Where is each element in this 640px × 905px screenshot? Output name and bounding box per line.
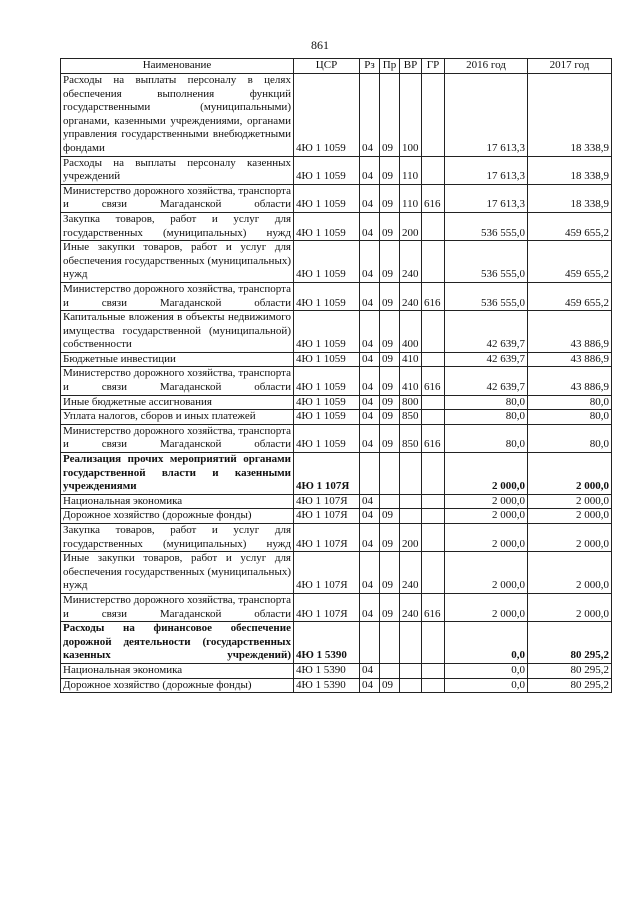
row-amount-2017: 2 000,0 [528, 453, 612, 495]
row-amount-2016: 42 639,7 [445, 311, 528, 353]
row-amount-2016: 536 555,0 [445, 241, 528, 283]
row-csr: 4Ю 1 1059 [294, 367, 360, 395]
row-vr: 200 [400, 524, 422, 552]
table-row [61, 509, 612, 524]
budget-table [60, 58, 612, 693]
row-gr [422, 311, 445, 353]
row-vr: 240 [400, 241, 422, 283]
row-rz: 04 [360, 524, 380, 552]
row-csr: 4Ю 1 1059 [294, 410, 360, 425]
row-pr: 09 [380, 395, 400, 410]
table-row [61, 663, 612, 678]
row-gr [422, 241, 445, 283]
row-csr: 4Ю 1 1059 [294, 184, 360, 212]
row-name: Министерство дорожного хозяйства, транспорта и связи Магаданской области [61, 282, 294, 310]
row-csr: 4Ю 1 107Я [294, 593, 360, 621]
row-amount-2017: 43 886,9 [528, 367, 612, 395]
row-csr: 4Ю 1 1059 [294, 241, 360, 283]
row-amount-2016: 2 000,0 [445, 453, 528, 495]
row-amount-2016: 2 000,0 [445, 509, 528, 524]
row-name: Национальная экономика [61, 494, 294, 509]
row-name: Дорожное хозяйство (дорожные фонды) [61, 509, 294, 524]
row-amount-2017: 80 295,2 [528, 663, 612, 678]
row-amount-2016: 2 000,0 [445, 552, 528, 594]
row-name: Реализация прочих мероприятий органами государственной власти и казенными учреждениями [61, 453, 294, 495]
table-row [61, 524, 612, 552]
column-header-vr: ВР [400, 59, 422, 74]
page-number: 861 [311, 38, 329, 52]
table-row [61, 410, 612, 425]
row-pr [380, 453, 400, 495]
table-row [61, 184, 612, 212]
row-rz: 04 [360, 663, 380, 678]
table-row [61, 678, 612, 693]
row-vr: 410 [400, 367, 422, 395]
row-pr: 09 [380, 509, 400, 524]
row-vr: 200 [400, 212, 422, 240]
row-amount-2017: 80 295,2 [528, 622, 612, 664]
column-header-2017: 2017 год [528, 59, 612, 74]
row-csr: 4Ю 1 5390 [294, 622, 360, 664]
row-rz: 04 [360, 678, 380, 693]
row-pr [380, 494, 400, 509]
row-amount-2017: 2 000,0 [528, 509, 612, 524]
row-rz [360, 453, 380, 495]
table-row [61, 552, 612, 594]
table-row [61, 494, 612, 509]
table-row [61, 156, 612, 184]
row-csr: 4Ю 1 1059 [294, 395, 360, 410]
table-row [61, 622, 612, 664]
column-header-2016: 2016 год [445, 59, 528, 74]
table-header-row [61, 59, 612, 74]
column-header-csr: ЦСР [294, 59, 360, 74]
row-vr: 240 [400, 282, 422, 310]
row-pr: 09 [380, 524, 400, 552]
row-name: Расходы на финансовое обеспечение дорожной деятельности (государственных казенных учреждений) [61, 622, 294, 664]
row-amount-2016: 536 555,0 [445, 282, 528, 310]
row-rz: 04 [360, 395, 380, 410]
row-gr: 616 [422, 282, 445, 310]
row-gr [422, 678, 445, 693]
row-amount-2017: 80 295,2 [528, 678, 612, 693]
row-rz: 04 [360, 552, 380, 594]
row-vr: 850 [400, 410, 422, 425]
row-vr: 400 [400, 311, 422, 353]
row-vr [400, 678, 422, 693]
row-csr: 4Ю 1 1059 [294, 424, 360, 452]
row-name: Расходы на выплаты персоналу казенных учреждений [61, 156, 294, 184]
row-name: Капитальные вложения в объекты недвижимого имущества государственной (муниципальной) собственности [61, 311, 294, 353]
row-pr: 09 [380, 352, 400, 367]
row-name: Закупка товаров, работ и услуг для государственных (муниципальных) нужд [61, 524, 294, 552]
table-row [61, 241, 612, 283]
row-vr [400, 622, 422, 664]
table-row [61, 311, 612, 353]
row-pr: 09 [380, 678, 400, 693]
row-gr [422, 352, 445, 367]
row-amount-2017: 43 886,9 [528, 352, 612, 367]
row-gr [422, 509, 445, 524]
row-vr [400, 509, 422, 524]
row-amount-2017: 80,0 [528, 424, 612, 452]
row-pr: 09 [380, 212, 400, 240]
table-row [61, 424, 612, 452]
row-gr [422, 663, 445, 678]
row-pr: 09 [380, 74, 400, 157]
row-name: Министерство дорожного хозяйства, транспорта и связи Магаданской области [61, 424, 294, 452]
row-name: Министерство дорожного хозяйства, транспорта и связи Магаданской области [61, 593, 294, 621]
row-rz: 04 [360, 410, 380, 425]
row-pr [380, 622, 400, 664]
row-amount-2017: 18 338,9 [528, 156, 612, 184]
table-row [61, 395, 612, 410]
row-csr: 4Ю 1 107Я [294, 509, 360, 524]
row-amount-2017: 2 000,0 [528, 552, 612, 594]
row-amount-2016: 17 613,3 [445, 184, 528, 212]
table-row [61, 352, 612, 367]
row-gr: 616 [422, 367, 445, 395]
row-vr [400, 663, 422, 678]
row-amount-2016: 0,0 [445, 678, 528, 693]
row-pr: 09 [380, 410, 400, 425]
column-header-rz: Рз [360, 59, 380, 74]
row-csr: 4Ю 1 1059 [294, 352, 360, 367]
row-name: Уплата налогов, сборов и иных платежей [61, 410, 294, 425]
row-pr: 09 [380, 241, 400, 283]
row-amount-2017: 459 655,2 [528, 282, 612, 310]
row-pr: 09 [380, 156, 400, 184]
row-amount-2017: 459 655,2 [528, 212, 612, 240]
row-pr: 09 [380, 282, 400, 310]
column-header-pr: Пр [380, 59, 400, 74]
row-csr: 4Ю 1 1059 [294, 74, 360, 157]
row-rz: 04 [360, 212, 380, 240]
row-amount-2016: 17 613,3 [445, 156, 528, 184]
row-amount-2017: 80,0 [528, 410, 612, 425]
row-name: Дорожное хозяйство (дорожные фонды) [61, 678, 294, 693]
row-gr [422, 395, 445, 410]
row-amount-2016: 0,0 [445, 663, 528, 678]
row-vr: 110 [400, 156, 422, 184]
row-csr: 4Ю 1 107Я [294, 552, 360, 594]
row-name: Национальная экономика [61, 663, 294, 678]
row-rz: 04 [360, 424, 380, 452]
row-rz: 04 [360, 367, 380, 395]
row-pr: 09 [380, 552, 400, 594]
row-pr: 09 [380, 311, 400, 353]
row-vr [400, 453, 422, 495]
row-amount-2016: 42 639,7 [445, 367, 528, 395]
row-gr [422, 74, 445, 157]
row-name: Министерство дорожного хозяйства, транспорта и связи Магаданской области [61, 184, 294, 212]
table-row [61, 212, 612, 240]
row-amount-2017: 2 000,0 [528, 593, 612, 621]
row-name: Расходы на выплаты персоналу в целях обеспечения выполнения функций государственными (муниципальными) органами, казенными учреждениями, органами управления государственными внебюджетными фондами [61, 74, 294, 157]
row-rz [360, 622, 380, 664]
table-row [61, 367, 612, 395]
table-body [61, 74, 612, 693]
row-name: Закупка товаров, работ и услуг для государственных (муниципальных) нужд [61, 212, 294, 240]
row-gr [422, 212, 445, 240]
row-rz: 04 [360, 74, 380, 157]
row-pr: 09 [380, 184, 400, 212]
row-vr: 110 [400, 184, 422, 212]
row-vr [400, 494, 422, 509]
row-gr [422, 622, 445, 664]
row-csr: 4Ю 1 1059 [294, 212, 360, 240]
row-amount-2017: 18 338,9 [528, 184, 612, 212]
row-amount-2016: 42 639,7 [445, 352, 528, 367]
row-gr [422, 410, 445, 425]
row-gr [422, 494, 445, 509]
row-amount-2016: 2 000,0 [445, 524, 528, 552]
row-amount-2016: 2 000,0 [445, 593, 528, 621]
row-amount-2016: 80,0 [445, 424, 528, 452]
row-rz: 04 [360, 352, 380, 367]
row-gr [422, 156, 445, 184]
row-amount-2017: 2 000,0 [528, 524, 612, 552]
row-gr [422, 453, 445, 495]
row-rz: 04 [360, 509, 380, 524]
row-rz: 04 [360, 282, 380, 310]
table-row [61, 453, 612, 495]
row-csr: 4Ю 1 5390 [294, 678, 360, 693]
row-gr [422, 552, 445, 594]
table-row [61, 74, 612, 157]
row-csr: 4Ю 1 1059 [294, 156, 360, 184]
row-csr: 4Ю 1 107Я [294, 453, 360, 495]
row-name: Министерство дорожного хозяйства, транспорта и связи Магаданской области [61, 367, 294, 395]
row-amount-2016: 0,0 [445, 622, 528, 664]
row-amount-2016: 17 613,3 [445, 74, 528, 157]
row-vr: 800 [400, 395, 422, 410]
row-gr: 616 [422, 424, 445, 452]
row-rz: 04 [360, 311, 380, 353]
row-rz: 04 [360, 593, 380, 621]
row-csr: 4Ю 1 1059 [294, 282, 360, 310]
row-vr: 240 [400, 552, 422, 594]
row-amount-2016: 80,0 [445, 395, 528, 410]
row-vr: 240 [400, 593, 422, 621]
row-rz: 04 [360, 494, 380, 509]
row-rz: 04 [360, 184, 380, 212]
row-csr: 4Ю 1 107Я [294, 524, 360, 552]
row-gr [422, 524, 445, 552]
column-header-name: Наименование [61, 59, 294, 74]
row-csr: 4Ю 1 5390 [294, 663, 360, 678]
row-vr: 850 [400, 424, 422, 452]
row-name: Иные закупки товаров, работ и услуг для обеспечения государственных (муниципальных) нужд [61, 552, 294, 594]
row-vr: 100 [400, 74, 422, 157]
row-amount-2016: 80,0 [445, 410, 528, 425]
row-pr: 09 [380, 593, 400, 621]
row-name: Иные закупки товаров, работ и услуг для обеспечения государственных (муниципальных) нужд [61, 241, 294, 283]
row-amount-2017: 459 655,2 [528, 241, 612, 283]
table-row [61, 593, 612, 621]
row-gr: 616 [422, 593, 445, 621]
row-amount-2016: 2 000,0 [445, 494, 528, 509]
row-amount-2016: 536 555,0 [445, 212, 528, 240]
row-amount-2017: 43 886,9 [528, 311, 612, 353]
row-vr: 410 [400, 352, 422, 367]
row-amount-2017: 18 338,9 [528, 74, 612, 157]
row-name: Иные бюджетные ассигнования [61, 395, 294, 410]
row-amount-2017: 2 000,0 [528, 494, 612, 509]
row-pr: 09 [380, 424, 400, 452]
row-csr: 4Ю 1 1059 [294, 311, 360, 353]
row-gr: 616 [422, 184, 445, 212]
row-rz: 04 [360, 156, 380, 184]
row-pr: 09 [380, 367, 400, 395]
row-amount-2017: 80,0 [528, 395, 612, 410]
column-header-gr: ГР [422, 59, 445, 74]
table-row [61, 282, 612, 310]
row-pr [380, 663, 400, 678]
row-name: Бюджетные инвестиции [61, 352, 294, 367]
row-rz: 04 [360, 241, 380, 283]
row-csr: 4Ю 1 107Я [294, 494, 360, 509]
